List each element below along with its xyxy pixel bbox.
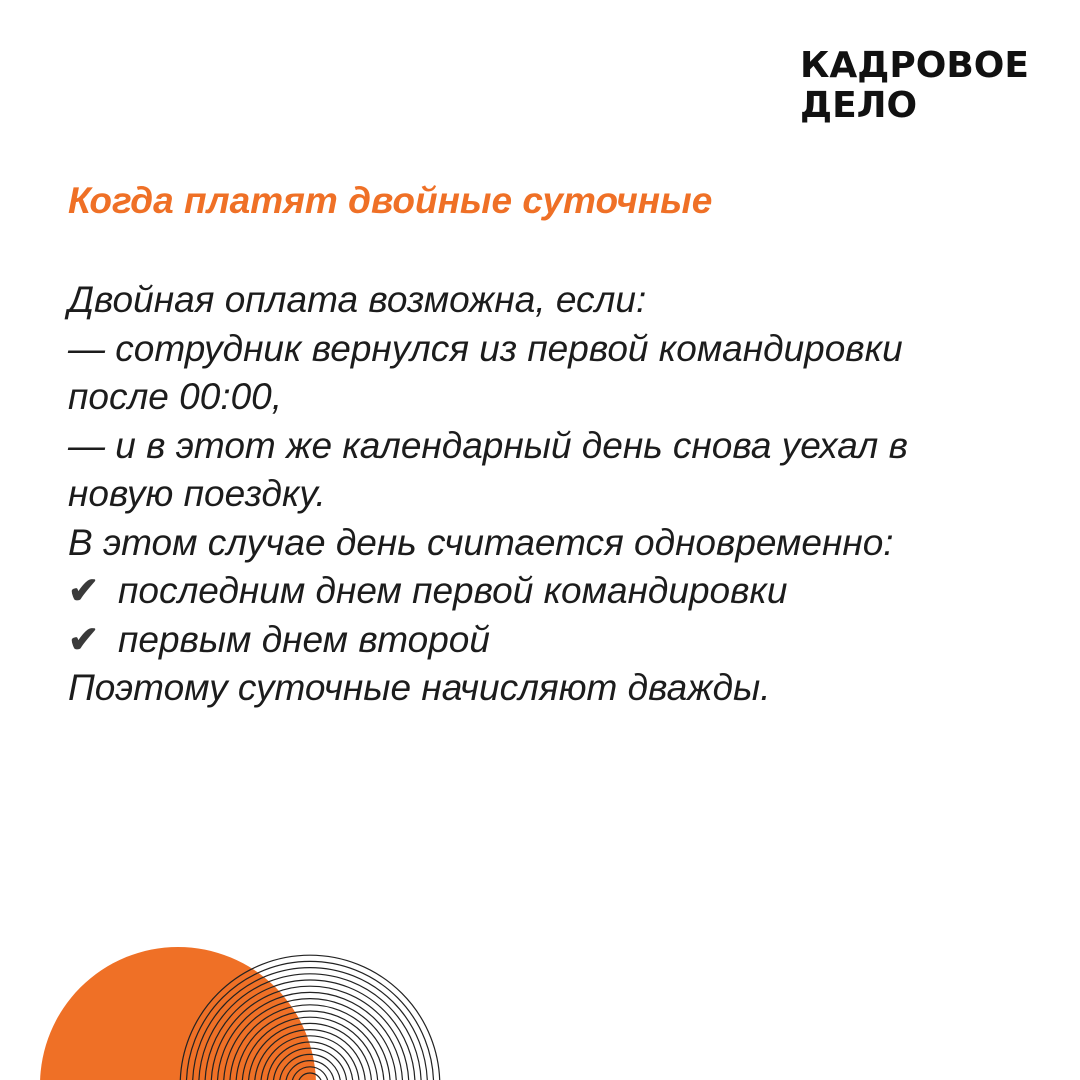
list-item-label: первым днем второй	[118, 618, 490, 660]
ring	[279, 1054, 340, 1080]
conclusion-text: Поэтому суточные начисляют дважды.	[68, 667, 771, 708]
ring	[230, 1005, 390, 1080]
list-item-label: последним днем первой командировки	[118, 570, 788, 611]
ring	[267, 1042, 353, 1080]
ring	[298, 1073, 322, 1080]
ring	[242, 1017, 378, 1080]
ring	[224, 999, 397, 1080]
ring	[193, 968, 428, 1080]
lead-text: В этом случае день считается одновременно:	[68, 521, 894, 563]
ring	[286, 1061, 335, 1080]
body-text	[68, 276, 1058, 713]
ring	[255, 1030, 366, 1080]
ring	[180, 955, 440, 1080]
ring	[273, 1048, 347, 1080]
condition-2-line-1: — и в этот же календарный день снова уехал в	[68, 424, 908, 466]
ring	[261, 1036, 359, 1080]
ring	[186, 961, 433, 1080]
ring	[217, 992, 402, 1080]
list-item	[68, 567, 1058, 616]
brand-logo-line2: ДЕЛО	[800, 85, 918, 126]
ring	[205, 980, 415, 1080]
orange-circle	[40, 947, 316, 1080]
check-icon: ✔	[68, 618, 100, 660]
list-item	[68, 616, 1058, 665]
brand-logo	[800, 46, 1029, 126]
condition-2-line-2: новую поездку.	[68, 473, 326, 514]
brand-logo-line1: КАДРОВОЕ	[800, 45, 1029, 86]
ring	[248, 1023, 371, 1080]
ring	[211, 986, 409, 1080]
ring	[292, 1067, 328, 1080]
headline: Когда платят двойные суточные	[68, 180, 713, 221]
check-icon: ✔	[68, 570, 100, 611]
condition-1-line-2: после 00:00,	[68, 376, 283, 417]
ring	[199, 974, 421, 1080]
condition-1-line-1: — сотрудник вернулся из первой командировки	[68, 327, 903, 369]
intro-text: Двойная оплата возможна, если:	[68, 279, 647, 320]
ring	[236, 1011, 384, 1080]
concentric-rings	[180, 955, 440, 1080]
